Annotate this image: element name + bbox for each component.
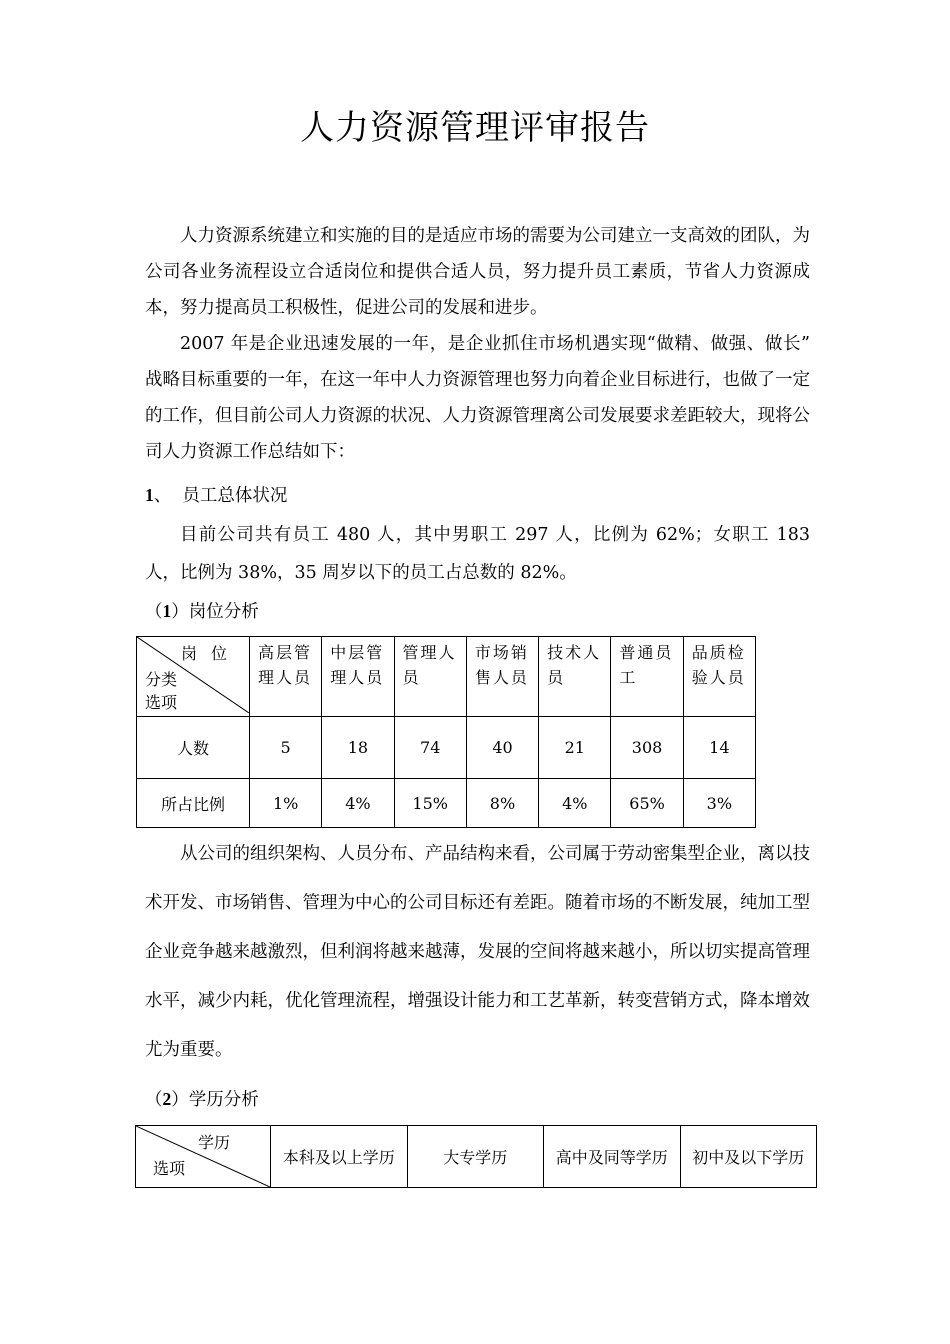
year-paragraph: 2007 年是企业迅速发展的一年，是企业抓住市场机遇实现“做精、做强、做长” 战略目标重要的一年，在这一年中人力资源管理也努力向着企业目标进行，也做了一定的工作，但目前公司人力资源的状况、人力资源管理离公司发展要求差距较大，现将公司人力资源工作总结如下： bbox=[145, 334, 810, 462]
corner-label-option: 选项 bbox=[153, 1159, 186, 1178]
table-cell: 308 bbox=[611, 717, 683, 779]
position-analysis-table bbox=[136, 636, 756, 828]
subheading-number: 2 bbox=[162, 1089, 172, 1109]
section-heading-staff-overview bbox=[145, 480, 287, 511]
column-header: 市场销售人员 bbox=[466, 637, 538, 717]
table-cell: 15% bbox=[394, 779, 466, 828]
overview-paragraph: 目前公司共有员工 480 人，其中男职工 297 人，比例为 62%；女职工 183 人，比例为 38%，35 周岁以下的员工占总数的 82%。 bbox=[145, 525, 810, 583]
column-header: 高中及同等学历 bbox=[544, 1126, 681, 1188]
subheading-label: 学历分析 bbox=[188, 1090, 259, 1110]
section-label: 员工总体状况 bbox=[182, 486, 288, 506]
section-number: 1 bbox=[145, 485, 154, 505]
table-row-ratio bbox=[137, 779, 756, 828]
corner-label-education: 学历 bbox=[198, 1133, 231, 1152]
page-title: 人力资源管理评审报告 bbox=[300, 108, 650, 148]
subheading-label: 岗位分析 bbox=[188, 602, 259, 622]
table-cell: 4% bbox=[322, 779, 394, 828]
corner-label-category: 分类 bbox=[145, 670, 178, 689]
section-separator: 、 bbox=[153, 486, 172, 506]
subheading-position-analysis: （1）岗位分析 bbox=[145, 601, 259, 622]
table-cell: 65% bbox=[611, 779, 683, 828]
table-header-row bbox=[136, 1126, 817, 1188]
subheading-number: 1 bbox=[162, 601, 172, 621]
corner-label-position: 岗位 bbox=[180, 644, 241, 663]
table-cell: 14 bbox=[683, 717, 755, 779]
table-corner-cell bbox=[136, 1126, 271, 1188]
column-header: 管理人员 bbox=[394, 637, 466, 717]
table-corner-cell bbox=[137, 637, 250, 717]
column-header: 普通员工 bbox=[611, 637, 683, 717]
column-header: 技术人员 bbox=[539, 637, 611, 717]
analysis-paragraph: 从公司的组织架构、人员分布、产品结构来看，公司属于劳动密集型企业，离以技术开发、市场销售、管理为中心的公司目标还有差距。随着市场的不断发展，纯加工型企业竞争越来越激烈，但利润将越来越薄，发展的空间将越来越小，所以切实提高管理水平，减少内耗，优化管理流程，增强设计能力和工艺革新，转变营销方式，降本增效尤为重要。 bbox=[145, 844, 810, 1060]
table-cell: 40 bbox=[466, 717, 538, 779]
table-cell: 8% bbox=[466, 779, 538, 828]
table-cell: 5 bbox=[250, 717, 322, 779]
corner-label-option: 选项 bbox=[145, 693, 178, 712]
education-analysis-table bbox=[135, 1125, 817, 1188]
table-cell: 3% bbox=[683, 779, 755, 828]
column-header: 中层管理人员 bbox=[322, 637, 394, 717]
table-cell: 21 bbox=[539, 717, 611, 779]
table-cell: 4% bbox=[539, 779, 611, 828]
column-header: 大专学历 bbox=[407, 1126, 544, 1188]
column-header: 品质检验人员 bbox=[683, 637, 755, 717]
intro-paragraph: 人力资源系统建立和实施的目的是适应市场的需要为公司建立一支高效的团队，为公司各业务流程设立合适岗位和提供合适人员，努力提升员工素质，节省人力资源成本，努力提高员工积极性，促进公司的发展和进步。 bbox=[145, 226, 810, 318]
table-row-headcount bbox=[137, 717, 756, 779]
column-header: 初中及以下学历 bbox=[680, 1126, 817, 1188]
table-cell: 74 bbox=[394, 717, 466, 779]
table-cell: 1% bbox=[250, 779, 322, 828]
row-label: 所占比例 bbox=[137, 779, 250, 828]
row-label: 人数 bbox=[137, 717, 250, 779]
subheading-education-analysis: （2）学历分析 bbox=[145, 1089, 259, 1110]
column-header: 高层管理人员 bbox=[250, 637, 322, 717]
table-header-row bbox=[137, 637, 756, 717]
column-header: 本科及以上学历 bbox=[271, 1126, 408, 1188]
table-cell: 18 bbox=[322, 717, 394, 779]
